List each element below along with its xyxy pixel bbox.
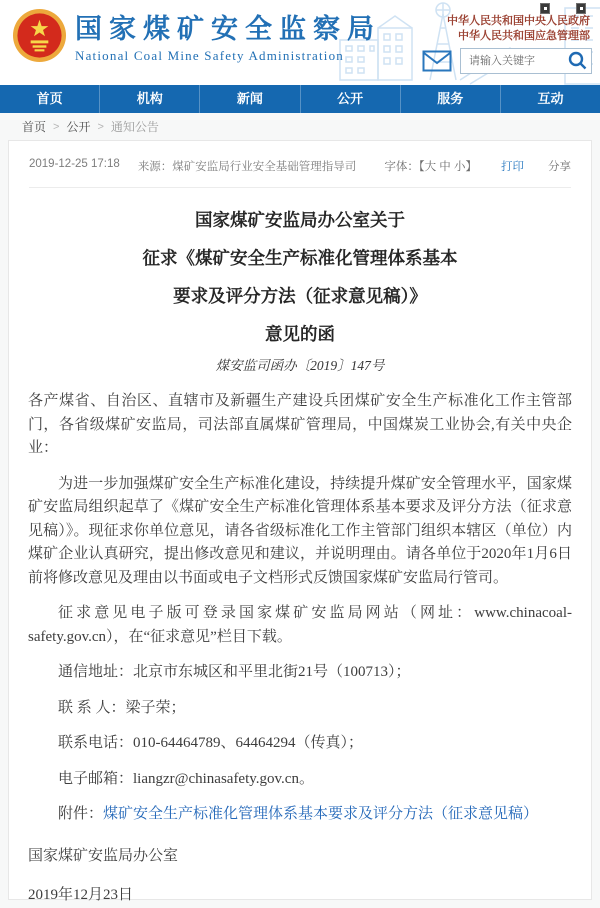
article-body [9,201,591,908]
document-title-line: 国家煤矿安监局办公室关于 [195,210,405,230]
article-meta-left [29,158,356,174]
nav-item-organization[interactable]: 机构 [99,85,199,113]
signature-date: 2019年12月23日 [28,887,134,903]
article-container [8,140,592,903]
paragraph-email: 电子邮箱：liangzr@chinasafety.gov.cn。 [58,770,314,787]
gov-links [447,3,590,44]
print-button[interactable]: 打印 [501,161,524,173]
article-meta-bar [9,141,591,174]
paragraph-addressees: 各产煤省、自治区、直辖市及新疆生产建设兵团煤矿安全生产标准化工作主管部门，各省级煤矿安监局，司法部直属煤矿管理局，中国煤炭工业协会,有关中央企业： [28,393,572,456]
site-header [0,0,600,85]
nav-item-home[interactable]: 首页 [36,91,63,106]
nav-item-public[interactable]: 公开 [300,85,400,113]
publish-datetime: 2019-12-25 17:18 [29,158,120,170]
search-button[interactable] [567,51,588,72]
mail-icon[interactable] [422,50,452,72]
nav-item-interaction[interactable]: 互动 [500,85,600,113]
nav-item-news[interactable]: 新闻 [199,85,299,113]
article-meta-right [384,158,571,174]
gov-link-central-government[interactable]: 中华人民共和国中央人民政府 [447,15,590,27]
paragraph-address: 通信地址：北京市东城区和平里北街21号（100713）； [58,664,411,680]
breadcrumb-home[interactable]: 首页 [22,120,47,134]
attachment-row [28,803,572,827]
header-search-area [422,48,592,74]
article-source: 来源：煤矿安监局行业安全基础管理指导司 [137,161,357,173]
gov-link-emergency-ministry[interactable]: 中华人民共和国应急管理部 [458,30,590,42]
broken-image-icon [540,3,550,14]
site-title-block [75,7,381,64]
national-emblem-icon [12,8,67,63]
broken-image-icon [576,3,586,14]
search-icon [568,51,587,70]
gov-link-icons [447,3,586,14]
share-button[interactable]: 分享 [548,161,571,173]
signature-office: 国家煤矿安监局办公室 [28,847,179,864]
paragraph-phone: 联系电话：010-64464789、64464294（传真）； [58,735,363,751]
breadcrumb-separator: > [53,120,60,133]
site-title-en: National Coal Mine Safety Administration [75,48,344,63]
document-number: 煤安监司函办〔2019〕147号 [215,358,385,373]
document-title [28,201,572,353]
site-logo-title[interactable] [12,7,381,64]
document-title-line: 征求《煤矿安全生产标准化管理体系基本 [142,248,458,268]
breadcrumb-separator: > [97,120,104,133]
document-title-line: 要求及评分方法（征求意见稿）》 [173,286,427,306]
attachment-label: 附件： [58,806,104,822]
breadcrumb-current: 通知公告 [110,120,159,134]
breadcrumb-public[interactable]: 公开 [66,120,91,134]
paragraph-contact-person: 联 系 人：梁子荣； [58,699,186,716]
font-size-control[interactable]: 字体：【大 中 小】 [384,161,477,173]
main-nav [0,85,600,113]
site-title-cn: 国家煤矿安全监察局 [75,14,381,44]
meta-divider [29,187,571,188]
nav-item-services[interactable]: 服务 [400,85,500,113]
document-title-line: 意见的函 [265,324,335,344]
breadcrumb [0,113,600,140]
attachment-link[interactable]: 煤矿安全生产标准化管理体系基本要求及评分方法（征求意见稿） [103,806,539,822]
search-box [460,48,592,74]
paragraph-purpose: 为进一步加强煤矿安全生产标准化建设，持续提升煤矿安全管理水平，国家煤矿安监局组织起草了《煤矿安全生产标准化管理体系基本要求及评分方法（征求意见稿）》。现征求你单位意见，请各省级标准化工作主管部门组织本辖区（单位）内煤矿企业认真研究，提出修改意见和建议，并说明理由。请各单位于2020年1月6日前将修改意见及理由以书面或电子文档形式反馈国家煤矿安监局行管司。 [28,475,572,586]
paragraph-download: 征求意见电子版可登录国家煤矿安监局网站（网址：www.chinacoal-safety.gov.cn），在“征求意见”栏目下载。 [28,605,572,645]
